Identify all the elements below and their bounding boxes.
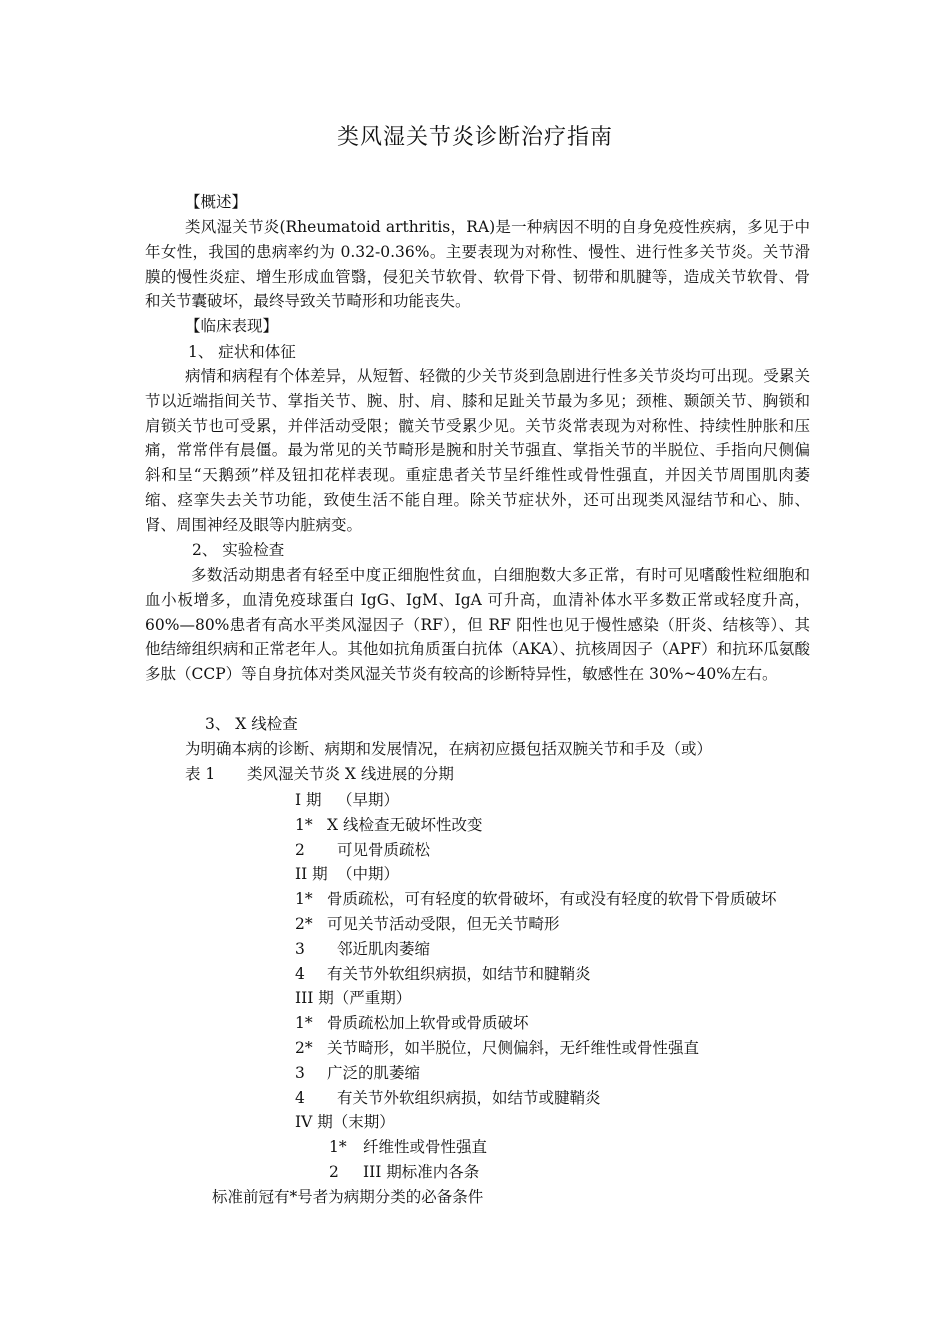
lab-paragraph: 多数活动期患者有轻至中度正细胞性贫血，白细胞数大多正常，有时可见嗜酸性粒细胞和血小板增多，血清免疫球蛋白 IgG、IgM、IgA 可升高，血清补体水平多数正常或轻度升高，60%—80%患者有高水平类风湿因子（RF），但 RF 阳性也见于慢性感染（肝炎、结核等）、其他结缔组织病和正常老年人。其他如抗角质蛋白抗体（AKA）、抗核周因子（APF）和抗环瓜氨酸多肽（CCP）等自身抗体对类风湿关节炎有较高的诊断特异性，敏感性在 30%~40%左右。 xyxy=(145,566,810,684)
section-title-xray: 3、 X 线检查 xyxy=(205,715,298,733)
criterion-row xyxy=(295,1061,420,1086)
stage-row xyxy=(295,788,399,813)
criterion-row xyxy=(295,887,777,912)
criterion-row xyxy=(295,1011,529,1036)
stage-label: I 期 xyxy=(295,791,322,809)
symptoms-paragraph: 病情和病程有个体差异，从短暂、轻微的少关节炎到急剧进行性多关节炎均可出现。受累关节以近端指间关节、掌指关节、腕、肘、肩、膝和足趾关节最为多见；颈椎、颞颌关节、胸锁和肩锁关节也可受累，并伴活动受限；髋关节受累少见。关节炎常表现为对称性、持续性肿胀和压痛，常常伴有晨僵。最为常见的关节畸形是腕和肘关节强直、掌指关节的半脱位、手指向尺侧偏斜和呈“天鹅颈”样及钮扣花样表现。重症患者关节呈纤维性或骨性强直，并因关节周围肌肉萎缩、痉挛失去关节功能，致使生活不能自理。除关节症状外，还可出现类风湿结节和心、肺、肾、周围神经及眼等内脏病变。 xyxy=(145,367,810,534)
criterion-row xyxy=(329,1160,479,1185)
stage-label: IV 期 xyxy=(295,1113,333,1131)
criterion-number: 1* xyxy=(295,890,313,908)
criterion-row xyxy=(295,912,560,937)
clinical-heading: 【临床表现】 xyxy=(185,317,279,335)
criterion-number: 4 xyxy=(295,965,305,983)
criterion-number: 2* xyxy=(295,1039,313,1057)
criterion-row xyxy=(295,962,591,987)
criterion-text: III 期标准内各条 xyxy=(363,1163,480,1181)
stage-label: III 期 xyxy=(295,989,334,1007)
stage-name: （末期） xyxy=(332,1113,395,1131)
criterion-text: 骨质疏松加上软骨或骨质破坏 xyxy=(327,1014,529,1032)
overview-paragraph: 类风湿关节炎(Rheumatoid arthritis，RA)是一种病因不明的自身免疫性疾病，多见于中年女性，我国的患病率约为 0.32-0.36%。主要表现为对称性、慢性、进行性多关节炎。关节滑膜的慢性炎症、增生形成血管翳，侵犯关节软骨、软骨下骨、韧带和肌腱等，造成关节软骨、骨和关节囊破坏，最终导致关节畸形和功能丧失。 xyxy=(145,218,810,311)
stage-name: （早期） xyxy=(337,791,400,809)
stage-label: II 期 xyxy=(295,865,328,883)
criterion-text: 邻近肌肉萎缩 xyxy=(337,940,431,958)
table-footnote: 标准前冠有*号者为病期分类的必备条件 xyxy=(212,1188,484,1206)
stage-name: （中期） xyxy=(337,865,400,883)
criterion-row xyxy=(295,937,430,962)
criterion-text: 骨质疏松，可有轻度的软骨破坏，有或没有轻度的软骨下骨质破坏 xyxy=(327,890,777,908)
criterion-number: 2 xyxy=(329,1163,339,1181)
criterion-number: 1* xyxy=(295,816,313,834)
table-caption-number: 表 1 xyxy=(185,765,216,783)
table-caption xyxy=(185,762,454,787)
criterion-number: 4 xyxy=(295,1089,305,1107)
stage-row xyxy=(295,862,399,887)
criterion-text: 有关节外软组织病损，如结节和腱鞘炎 xyxy=(327,965,591,983)
criterion-text: 广泛的肌萎缩 xyxy=(327,1064,421,1082)
criterion-text: 可见骨质疏松 xyxy=(337,841,431,859)
criterion-row xyxy=(295,1036,699,1061)
criterion-number: 2* xyxy=(295,915,313,933)
criterion-number: 1* xyxy=(329,1138,347,1156)
criterion-number: 1* xyxy=(295,1014,313,1032)
stage-name: （严重期） xyxy=(333,989,412,1007)
xray-paragraph: 为明确本病的诊断、病期和发展情况，在病初应摄包括双腕关节和手及（或） xyxy=(185,740,713,758)
criterion-text: X 线检查无破坏性改变 xyxy=(327,816,483,834)
criterion-row xyxy=(295,813,482,838)
criterion-number: 2 xyxy=(295,841,305,859)
stage-row xyxy=(295,1110,395,1135)
criterion-text: 有关节外软组织病损，如结节或腱鞘炎 xyxy=(337,1089,601,1107)
section-title-lab: 2、 实验检查 xyxy=(192,541,285,559)
criterion-number: 3 xyxy=(295,940,305,958)
criterion-row xyxy=(295,1086,601,1111)
table-caption-text: 类风湿关节炎 X 线进展的分期 xyxy=(247,765,454,783)
criterion-text: 纤维性或骨性强直 xyxy=(363,1138,488,1156)
criterion-number: 3 xyxy=(295,1064,305,1082)
criterion-text: 可见关节活动受限，但无关节畸形 xyxy=(327,915,560,933)
overview-heading: 【概述】 xyxy=(185,193,248,211)
criterion-row xyxy=(295,838,430,863)
document-title: 类风湿关节炎诊断治疗指南 xyxy=(336,125,613,150)
stage-row xyxy=(295,986,411,1011)
section-title-symptoms: 1、 症状和体征 xyxy=(188,343,296,361)
criterion-row xyxy=(329,1135,487,1160)
criterion-text: 关节畸形，如半脱位，尺侧偏斜，无纤维性或骨性强直 xyxy=(327,1039,700,1057)
